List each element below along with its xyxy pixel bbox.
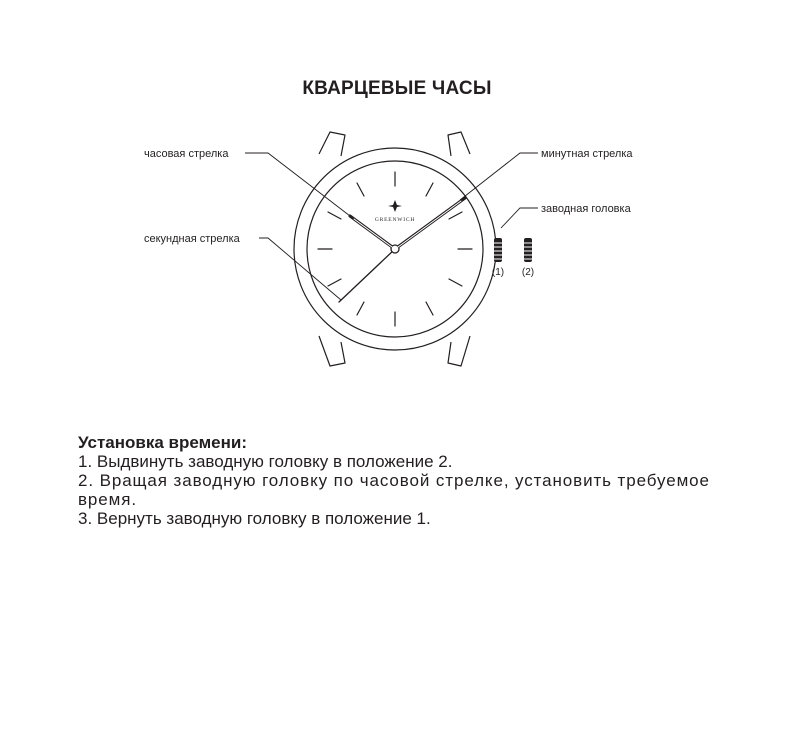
lug-bottom-right bbox=[448, 336, 470, 366]
crown-position-1 bbox=[494, 238, 502, 262]
hand-pivot bbox=[391, 245, 399, 253]
lug-top-right bbox=[448, 132, 470, 156]
label-minute-hand: минутная стрелка bbox=[541, 148, 633, 160]
instruction-step-3: 3. Вернуть заводную головку в положение 1. bbox=[78, 509, 431, 528]
crown-position-label-2: (2) bbox=[521, 267, 535, 278]
crown-position-2 bbox=[524, 238, 532, 262]
leader-crown bbox=[501, 208, 538, 228]
label-crown: заводная головка bbox=[541, 203, 631, 215]
instructions-heading: Установка времени: bbox=[78, 433, 248, 452]
lug-bottom-left bbox=[319, 336, 345, 366]
instruction-step-2: 2. Вращая заводную головку по часовой стрелке, установить требуемое время. bbox=[78, 471, 710, 509]
brand-text: GREENWICH bbox=[374, 217, 416, 223]
instruction-step-1: 1. Выдвинуть заводную головку в положение 2. bbox=[78, 452, 453, 471]
lug-top-left bbox=[319, 132, 345, 156]
instructions bbox=[78, 433, 758, 528]
label-second-hand: секундная стрелка bbox=[144, 233, 240, 245]
page-title: КВАРЦЕВЫЕ ЧАСЫ bbox=[302, 78, 492, 99]
label-hour-hand: часовая стрелка bbox=[144, 148, 229, 160]
crown-position-label-1: (1) bbox=[491, 267, 505, 278]
